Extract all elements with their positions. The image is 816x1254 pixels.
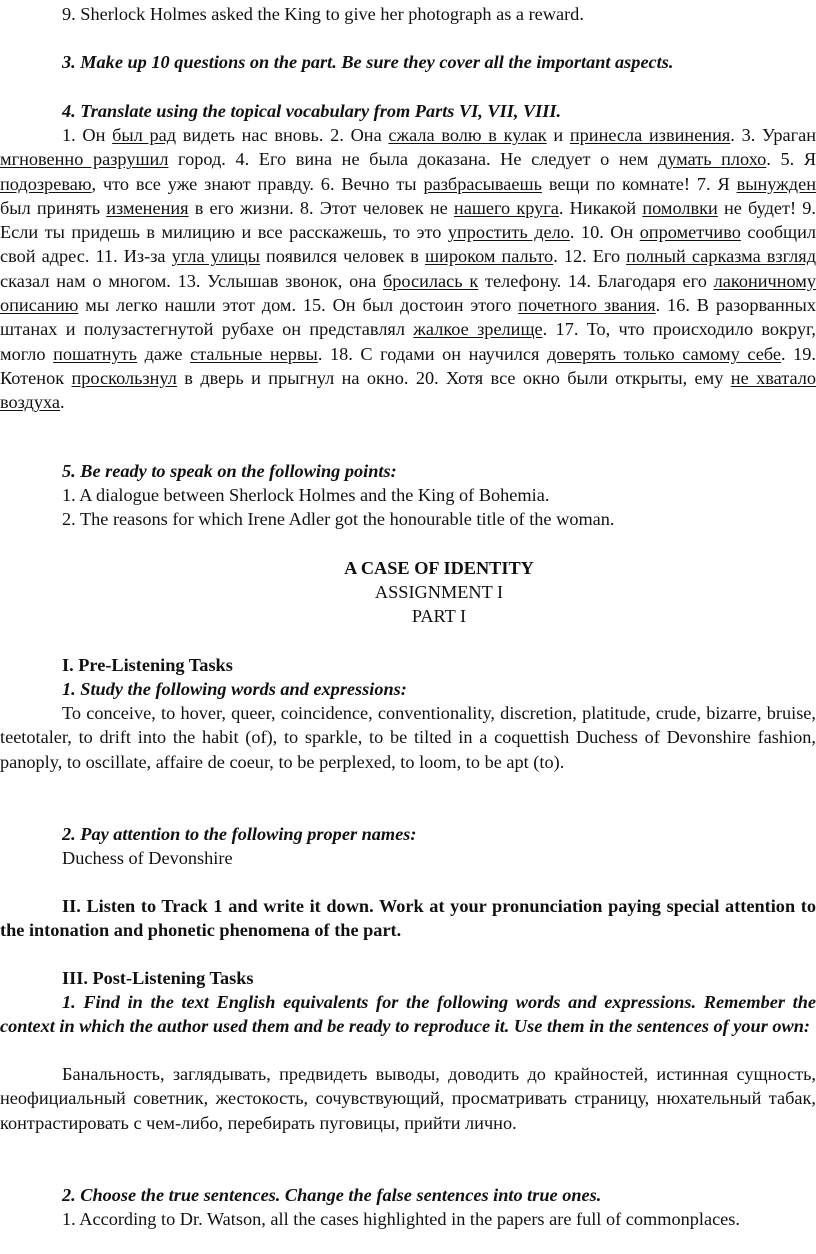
text-segment: город. 4. Его вина не была доказана. Не следует о нем [168, 149, 658, 170]
part-label: PART I [411, 606, 467, 626]
vocabulary-term: изменения [106, 197, 189, 218]
vocabulary-term: опрометчиво [639, 222, 741, 243]
vocabulary-term: пошатнуть [53, 343, 138, 364]
text-segment: . 10. Он [569, 222, 640, 243]
vocabulary-term: стальные нервы [190, 343, 318, 364]
text-segment: и [546, 125, 570, 145]
task-5-heading: 5. Be ready to speak on the following points: [62, 461, 397, 481]
chapter-title: A CASE OF IDENTITY [344, 558, 534, 578]
text-segment: в дверь и прыгнул на окно. 20. Хотя все окно были открыты, ему [176, 367, 731, 388]
text-segment: . 12. Его [553, 246, 627, 267]
section-2: II. Listen to Track 1 and write it down. Work at your pronunciation paying special attention to the intonation and phonetic phenomena of the part. [0, 896, 816, 941]
vocabulary-term: доверять только самому себе [546, 343, 781, 364]
text-segment: . 19. Котенок [0, 343, 816, 388]
vocabulary-term: помолвки [642, 197, 718, 218]
vocabulary-term: бросилась к [382, 270, 479, 291]
text-segment: видеть нас вновь. 2. Она [176, 125, 389, 145]
sentence-9: 9. Sherlock Holmes asked the King to give her photograph as a reward. [62, 4, 584, 24]
task-5-item-1: 1. A dialogue between Sherlock Holmes and the King of Bohemia. [62, 485, 550, 505]
section-1-task-1-body: To conceive, to hover, queer, coincidence, conventionality, discretion, platitude, crude, bizarre, bruise, teetotaler, to drift into the habit (of), to sparkle, to be tilted in a coquettish Duchess of Devonshire fashion, panoply, to oscillate, affaire de coeur, to be perplexed, to loom, to be apt (to). [0, 703, 816, 772]
text-segment: вещи по комнате! 7. Я [541, 173, 737, 194]
text-segment: был принять [0, 197, 107, 218]
vocabulary-term: нашего круга [453, 197, 559, 218]
text-segment: появился человек в [259, 246, 425, 267]
vocabulary-term: подозреваю [0, 173, 92, 194]
text-segment: мы легко нашли этот дом. 15. Он был достоин этого [78, 295, 519, 316]
text-segment: . Никакой [558, 197, 643, 218]
vocabulary-term: был рад [112, 125, 177, 145]
vocabulary-term: сжала волю в кулак [388, 125, 547, 145]
text-segment: . [60, 392, 65, 413]
section-1-heading: I. Pre-Listening Tasks [62, 655, 233, 675]
text-segment: . 5. Я [766, 149, 816, 170]
section-3-task-1-body: Банальность, заглядывать, предвидеть выводы, доводить до крайностей, истинная сущность, неофициальный советник, жестокость, сочувствующий, просматривать страницу, нюхательный табак, контрастировать с чем-либо, перебирать пуговицы, прийти лично. [0, 1064, 816, 1133]
vocabulary-term: угла улицы [171, 246, 260, 267]
vocabulary-term: разбрасываешь [423, 173, 542, 194]
text-segment: . 17. То, что происходило вокруг, могло [0, 319, 816, 364]
text-segment: сообщил свой адрес. 11. Из-за [0, 222, 816, 267]
vocabulary-term: широком пальто [424, 246, 554, 267]
assignment-label: ASSIGNMENT I [374, 582, 504, 602]
text-segment: даже [137, 343, 191, 364]
section-1-task-1-heading: 1. Study the following words and expressions: [62, 679, 407, 699]
section-1-task-2-body: Duchess of Devonshire [62, 848, 233, 868]
vocabulary-term: принесла извинения [569, 125, 731, 145]
text-segment: , что все уже знают правду. 6. Вечно ты [91, 173, 424, 194]
text-segment: . 18. С годами он научился [317, 343, 547, 364]
vocabulary-term: почетного звания [518, 295, 656, 316]
vocabulary-term: вынужден [736, 173, 816, 194]
task-5-item-2: 2. The reasons for which Irene Adler got the honourable title of the woman. [62, 509, 615, 529]
task-4-heading: 4. Translate using the topical vocabulary from Parts VI, VII, VIII. [62, 101, 562, 121]
vocabulary-term: не хватало воздуха [0, 367, 816, 413]
vocabulary-term: полный сарказма взгляд [626, 246, 816, 267]
text-segment: в его жизни. 8. Этот человек не [188, 197, 454, 218]
task-4-translation-body [0, 123, 816, 415]
vocabulary-term: думать плохо [657, 149, 767, 170]
vocabulary-term: проскользнул [71, 367, 177, 388]
text-segment: сказал нам о многом. 13. Услышав звонок, она [0, 270, 383, 291]
section-3-task-1-heading: 1. Find in the text English equivalents for the following words and expressions. Remember the context in which the author used them and be ready to reproduce it. Use them in the sentences of your own: [0, 992, 816, 1037]
text-segment: . 3. Ураган [730, 125, 816, 145]
section-3-task-2-item-1: 1. According to Dr. Watson, all the cases highlighted in the papers are full of commonplaces. [62, 1209, 740, 1229]
section-1-task-2-heading: 2. Pay attention to the following proper names: [62, 824, 417, 844]
text-segment: телефону. 14. Благодаря его [478, 270, 714, 291]
text-segment: 1. Он [62, 125, 113, 145]
vocabulary-term: мгновенно разрушил [0, 149, 169, 170]
text-segment: . 16. В разорванных штанах и полузастегнутой рубахе он представлял [0, 295, 816, 340]
vocabulary-term: лаконичному описанию [0, 270, 816, 316]
section-3-task-2-heading: 2. Choose the true sentences. Change the false sentences into true ones. [62, 1185, 602, 1205]
section-3-heading: III. Post-Listening Tasks [62, 968, 254, 988]
vocabulary-term: жалкое зрелище [413, 319, 543, 340]
task-3-heading: 3. Make up 10 questions on the part. Be sure they cover all the important aspects. [62, 52, 674, 72]
text-segment: не будет! 9. Если ты придешь в милицию и все расскажешь, то это [0, 197, 816, 243]
vocabulary-term: упростить дело [447, 222, 570, 243]
